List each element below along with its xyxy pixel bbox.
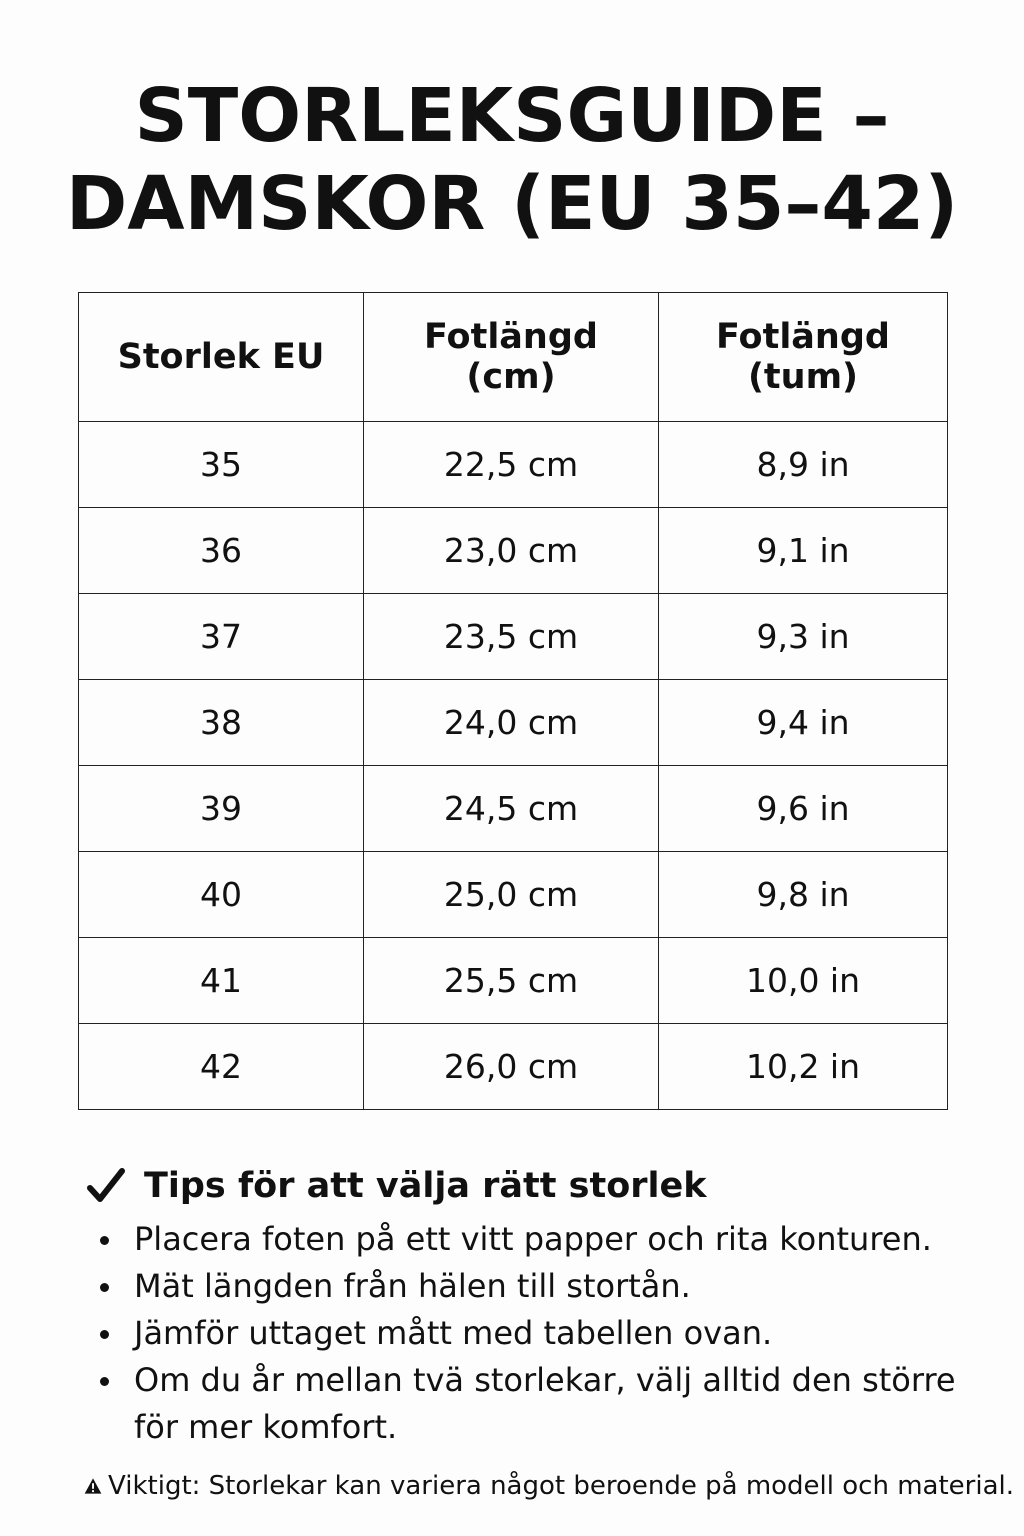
table-row bbox=[79, 680, 948, 766]
cell-foot-length-cm: 23,5 cm bbox=[364, 594, 659, 680]
checkmark-icon bbox=[86, 1166, 126, 1206]
cell-foot-length-cm: 23,0 cm bbox=[364, 508, 659, 594]
cell-eu-size: 39 bbox=[79, 766, 364, 852]
bullet-icon bbox=[100, 1236, 109, 1245]
table-row bbox=[79, 594, 948, 680]
list-item bbox=[86, 1310, 986, 1357]
tips-heading bbox=[86, 1160, 986, 1212]
cell-foot-length-cm: 22,5 cm bbox=[364, 422, 659, 508]
header-storlek-eu bbox=[79, 293, 364, 422]
important-note bbox=[84, 1466, 1014, 1506]
header-storlek-eu-label: Storlek EU bbox=[117, 337, 325, 377]
important-note-text: Viktigt: Storlekar kan variera något beroende på modell och material. bbox=[108, 1471, 1014, 1501]
cell-foot-length-cm: 25,5 cm bbox=[364, 938, 659, 1024]
page-title bbox=[0, 72, 1024, 248]
cell-foot-length-in: 9,6 in bbox=[659, 766, 948, 852]
bullet-icon bbox=[100, 1377, 109, 1386]
tips-list bbox=[86, 1216, 986, 1451]
cell-eu-size: 35 bbox=[79, 422, 364, 508]
cell-foot-length-in: 8,9 in bbox=[659, 422, 948, 508]
header-fotlangd-cm-line-1: Fotlängd bbox=[424, 317, 598, 357]
cell-foot-length-cm: 24,0 cm bbox=[364, 680, 659, 766]
table-row bbox=[79, 422, 948, 508]
cell-foot-length-cm: 25,0 cm bbox=[364, 852, 659, 938]
cell-eu-size: 42 bbox=[79, 1024, 364, 1110]
bullet-icon bbox=[100, 1330, 109, 1339]
page-title-line-2: DAMSKOR (EU 35–42) bbox=[65, 161, 959, 247]
cell-eu-size: 41 bbox=[79, 938, 364, 1024]
cell-foot-length-in: 10,2 in bbox=[659, 1024, 948, 1110]
cell-eu-size: 38 bbox=[79, 680, 364, 766]
tips-section bbox=[86, 1160, 986, 1451]
table-row bbox=[79, 852, 948, 938]
header-fotlangd-cm bbox=[364, 293, 659, 422]
table-row bbox=[79, 766, 948, 852]
cell-foot-length-cm: 24,5 cm bbox=[364, 766, 659, 852]
size-table bbox=[78, 292, 948, 1110]
list-item bbox=[86, 1357, 986, 1451]
tips-heading-text: Tips för att välja rätt storlek bbox=[144, 1166, 707, 1206]
header-fotlangd-cm-line-2: (cm) bbox=[466, 357, 556, 397]
cell-foot-length-in: 9,1 in bbox=[659, 508, 948, 594]
header-fotlangd-tum bbox=[659, 293, 948, 422]
tip-text: Mät längden från hälen till stortån. bbox=[134, 1267, 691, 1305]
cell-foot-length-in: 10,0 in bbox=[659, 938, 948, 1024]
tip-text: Placera foten på ett vitt papper och rita konturen. bbox=[134, 1220, 932, 1258]
cell-eu-size: 36 bbox=[79, 508, 364, 594]
cell-foot-length-cm: 26,0 cm bbox=[364, 1024, 659, 1110]
page-title-line-1: STORLEKSGUIDE – bbox=[134, 73, 890, 159]
table-row bbox=[79, 508, 948, 594]
cell-eu-size: 37 bbox=[79, 594, 364, 680]
header-fotlangd-tum-line-2: (tum) bbox=[747, 357, 859, 397]
list-item bbox=[86, 1263, 986, 1310]
tip-text: Om du år mellan tvä storlekar, välj alltid den större för mer komfort. bbox=[134, 1361, 956, 1446]
table-header-row bbox=[79, 293, 948, 422]
table-row bbox=[79, 938, 948, 1024]
cell-foot-length-in: 9,3 in bbox=[659, 594, 948, 680]
cell-foot-length-in: 9,8 in bbox=[659, 852, 948, 938]
bullet-icon bbox=[100, 1283, 109, 1292]
cell-eu-size: 40 bbox=[79, 852, 364, 938]
list-item bbox=[86, 1216, 986, 1263]
warning-icon bbox=[84, 1474, 102, 1498]
table-row bbox=[79, 1024, 948, 1110]
header-fotlangd-tum-line-1: Fotlängd bbox=[716, 317, 890, 357]
cell-foot-length-in: 9,4 in bbox=[659, 680, 948, 766]
tip-text: Jämför uttaget mått med tabellen ovan. bbox=[134, 1314, 773, 1352]
